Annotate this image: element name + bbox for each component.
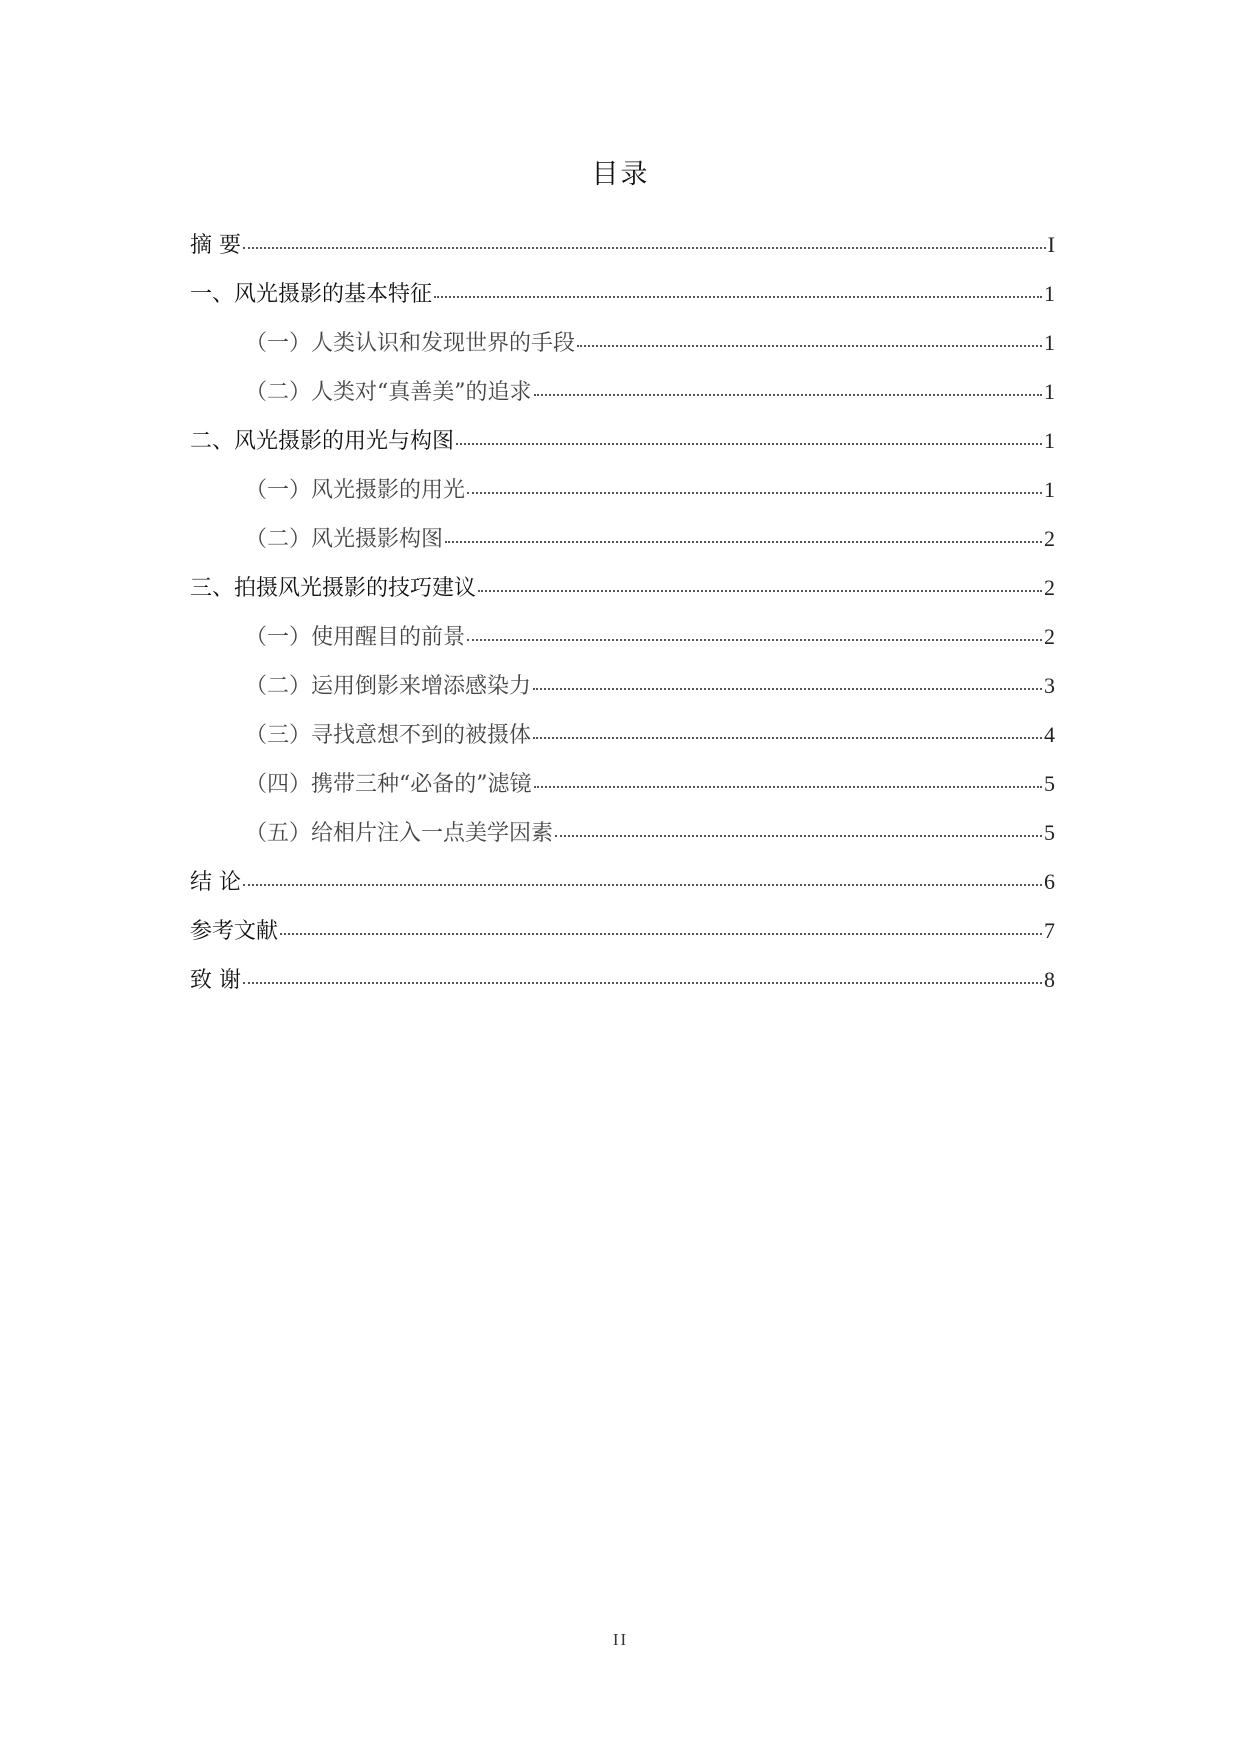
toc-dot-leader bbox=[243, 982, 1042, 984]
toc-entry-page: 3 bbox=[1044, 673, 1055, 698]
toc-entry-page: 6 bbox=[1044, 869, 1055, 894]
toc-dot-leader bbox=[577, 345, 1042, 347]
toc-entry-page: 1 bbox=[1044, 477, 1055, 502]
toc-dot-leader bbox=[456, 443, 1042, 445]
toc-entry-page: 5 bbox=[1044, 820, 1055, 845]
toc-entry-label: （三）寻找意想不到的被摄体 bbox=[245, 723, 532, 748]
toc-entry-label: 参考文献 bbox=[190, 919, 279, 944]
toc-entry-label: 一、风光摄影的基本特征 bbox=[190, 282, 433, 307]
toc-entry-label: （二）人类对“真善美”的追求 bbox=[245, 380, 532, 405]
toc-entry-label: 致 谢 bbox=[190, 968, 241, 993]
toc-entry[interactable] bbox=[190, 424, 1055, 473]
toc-entry[interactable] bbox=[190, 326, 1055, 375]
toc-dot-leader bbox=[478, 590, 1042, 592]
toc-dot-leader bbox=[243, 884, 1042, 886]
toc-dot-leader bbox=[534, 394, 1043, 396]
toc-dot-leader bbox=[243, 247, 1046, 249]
toc-entry[interactable] bbox=[190, 963, 1055, 1012]
toc-entry-page: 5 bbox=[1044, 771, 1055, 796]
toc-dot-leader bbox=[445, 541, 1042, 543]
toc-entry[interactable] bbox=[190, 669, 1055, 718]
toc-entry-page: 2 bbox=[1044, 624, 1055, 649]
toc-entry-label: 摘 要 bbox=[190, 233, 241, 258]
toc-entry-page: 2 bbox=[1044, 575, 1055, 600]
toc-entry[interactable] bbox=[190, 816, 1055, 865]
toc-entry-label: （一）人类认识和发现世界的手段 bbox=[245, 331, 576, 356]
toc-entry-label: （四）携带三种“必备的”滤镜 bbox=[245, 772, 532, 797]
toc-entry[interactable] bbox=[190, 865, 1055, 914]
toc-entry-page: 2 bbox=[1044, 526, 1055, 551]
toc-dot-leader bbox=[533, 737, 1042, 739]
toc-entry-label: （一）风光摄影的用光 bbox=[245, 478, 466, 503]
toc-entry[interactable] bbox=[190, 620, 1055, 669]
toc-entry-label: 结 论 bbox=[190, 870, 241, 895]
toc-entry-page: 1 bbox=[1044, 330, 1055, 355]
toc-entry[interactable] bbox=[190, 571, 1055, 620]
toc-entry-label: 二、风光摄影的用光与构图 bbox=[190, 429, 455, 454]
toc-entry[interactable] bbox=[190, 914, 1055, 963]
toc-entry[interactable] bbox=[190, 375, 1055, 424]
toc-entry[interactable] bbox=[190, 473, 1055, 522]
toc-dot-leader bbox=[534, 786, 1043, 788]
toc-entry-label: （一）使用醒目的前景 bbox=[245, 625, 466, 650]
toc-entry-label: （五）给相片注入一点美学因素 bbox=[245, 821, 554, 846]
toc-dot-leader bbox=[434, 296, 1042, 298]
toc-dot-leader bbox=[467, 492, 1042, 494]
toc-entry-page: 8 bbox=[1044, 967, 1055, 992]
toc-entry-page: 1 bbox=[1044, 428, 1055, 453]
toc-entry-page: I bbox=[1047, 232, 1055, 257]
toc-entry[interactable] bbox=[190, 522, 1055, 571]
toc-entry-label: （二）运用倒影来增添感染力 bbox=[245, 674, 532, 699]
table-of-contents bbox=[190, 228, 1055, 1012]
toc-entry[interactable] bbox=[190, 277, 1055, 326]
toc-entry[interactable] bbox=[190, 228, 1055, 277]
toc-dot-leader bbox=[467, 639, 1042, 641]
toc-dot-leader bbox=[280, 933, 1042, 935]
toc-entry-label: （二）风光摄影构图 bbox=[245, 527, 444, 552]
toc-dot-leader bbox=[555, 835, 1042, 837]
toc-entry[interactable] bbox=[190, 718, 1055, 767]
toc-entry[interactable] bbox=[190, 767, 1055, 816]
toc-entry-page: 1 bbox=[1044, 379, 1055, 404]
page-number: II bbox=[612, 1630, 629, 1649]
toc-dot-leader bbox=[533, 688, 1042, 690]
toc-entry-page: 7 bbox=[1044, 918, 1055, 943]
toc-entry-page: 1 bbox=[1044, 281, 1055, 306]
toc-entry-page: 4 bbox=[1044, 722, 1055, 747]
page-title: 目录 bbox=[591, 159, 650, 190]
toc-entry-label: 三、拍摄风光摄影的技巧建议 bbox=[190, 576, 477, 601]
